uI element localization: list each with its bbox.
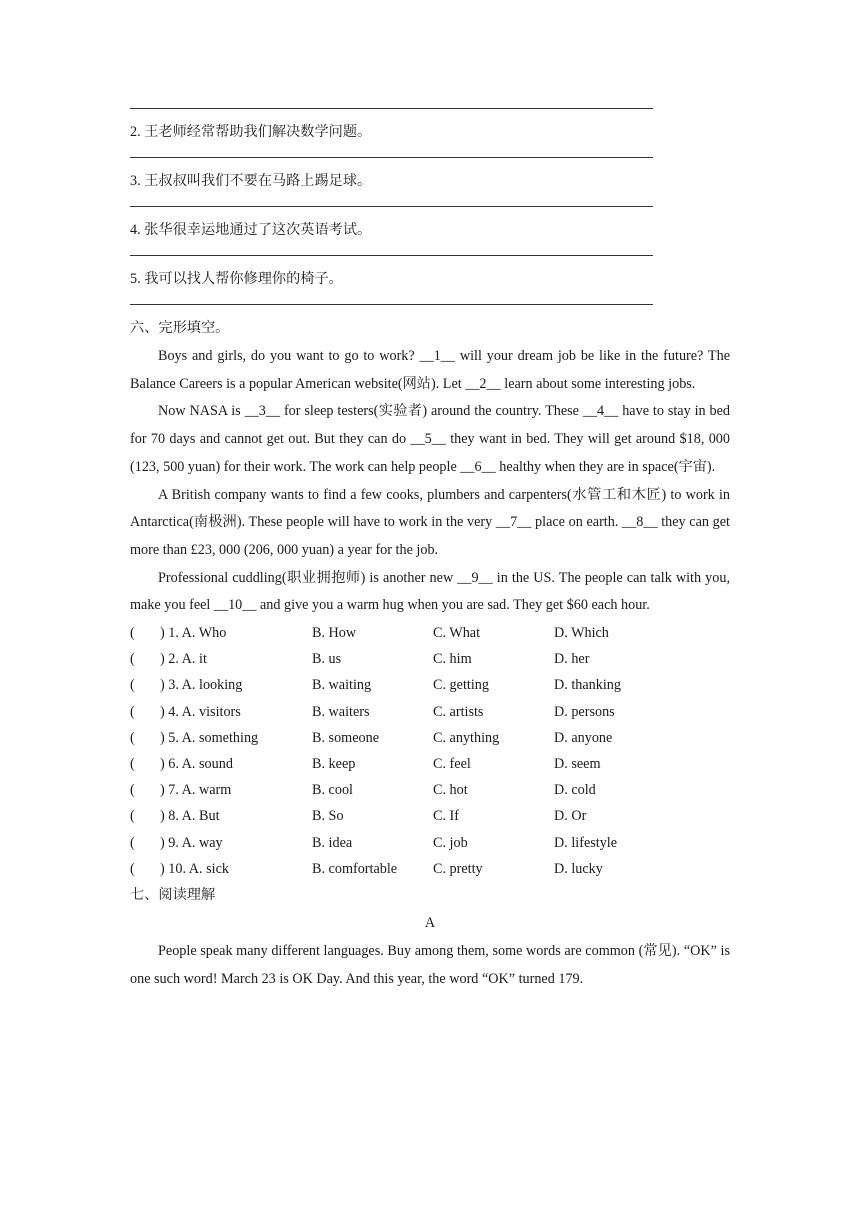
question-row [130, 856, 730, 882]
translation-item [130, 220, 730, 256]
translation-item [130, 171, 730, 207]
answer-line[interactable] [130, 108, 653, 109]
option-a: ) 1. A. Who [160, 625, 227, 642]
option-c: C. If [433, 808, 460, 825]
answer-blank[interactable]: ( [130, 651, 135, 668]
option-a: ) 10. A. sick [160, 860, 229, 877]
cloze-paragraph: A British company wants to find a few cooks, plumbers and carpenters(水管工和木匠) to work in Antarctica(南极洲). These people will have to work in the very __7__ place on earth. __8__ they can get more than £23, 000 (206, 000 yuan) a year for the job. [130, 486, 730, 558]
question-row [130, 620, 730, 646]
section-title: 七、阅读理解 [130, 886, 216, 903]
option-b: B. cool [312, 782, 353, 799]
option-d: D. lifestyle [554, 834, 618, 851]
option-c: C. him [433, 651, 472, 668]
answer-blank[interactable]: ( [130, 860, 135, 877]
option-a: ) 6. A. sound [160, 755, 233, 772]
option-b: B. So [312, 808, 344, 825]
answer-blank[interactable]: ( [130, 625, 135, 642]
answer-blank[interactable]: ( [130, 729, 135, 746]
question-row [130, 803, 730, 829]
translation-item [130, 269, 730, 305]
option-d: D. cold [554, 782, 596, 799]
option-a: ) 4. A. visitors [160, 703, 241, 720]
option-a: ) 2. A. it [160, 651, 207, 668]
option-c: C. anything [433, 729, 500, 746]
answer-blank[interactable]: ( [130, 703, 135, 720]
question-row [130, 672, 730, 698]
section-title: 六、完形填空。 [130, 320, 230, 336]
option-c: C. hot [433, 782, 468, 799]
cloze-section [130, 318, 730, 882]
option-c: C. getting [433, 677, 489, 694]
answer-blank[interactable]: ( [130, 808, 135, 825]
cloze-paragraph: Boys and girls, do you want to go to work? __1__ will your dream job be like in the future? The Balance Careers is a popular American website(网站). Let __2__ learn about some interesting jobs. [130, 348, 730, 392]
cloze-options [130, 620, 730, 882]
question-row [130, 830, 730, 856]
answer-line[interactable] [130, 206, 653, 207]
option-b: B. waiting [312, 677, 372, 694]
question-row [130, 777, 730, 803]
option-d: D. lucky [554, 860, 603, 877]
cloze-paragraph: Professional cuddling(职业拥抱师) is another new __9__ in the US. The people can talk with you, make you feel __10__ and give you a warm hug when you are sad. They get $60 each hour. [130, 569, 730, 614]
translation-prompt: 5. 我可以找人帮你修理你的椅子。 [130, 271, 343, 287]
option-c: C. What [433, 625, 481, 642]
answer-blank[interactable]: ( [130, 677, 135, 694]
answer-blank[interactable]: ( [130, 755, 135, 772]
option-b: B. comfortable [312, 860, 398, 877]
option-c: C. artists [433, 703, 484, 720]
translation-item [130, 122, 730, 158]
option-b: B. How [312, 625, 357, 642]
option-d: D. thanking [554, 677, 621, 694]
option-b: B. keep [312, 755, 356, 772]
option-c: C. feel [433, 755, 471, 772]
reading-paragraph: People speak many different languages. Buy among them, some words are common (常见). “OK” is one such word! March 23 is OK Day. And this year, the word “OK” turned 179. [130, 942, 730, 987]
translation-prompt: 2. 王老师经常帮助我们解决数学问题。 [130, 124, 372, 140]
answer-line[interactable] [130, 255, 653, 256]
question-row [130, 751, 730, 777]
option-a: ) 5. A. something [160, 729, 259, 746]
worksheet-content [130, 108, 730, 993]
question-row [130, 699, 730, 725]
option-a: ) 3. A. looking [160, 677, 243, 694]
question-row [130, 725, 730, 751]
option-a: ) 7. A. warm [160, 782, 232, 799]
cloze-paragraph: Now NASA is __3__ for sleep testers(实验者) around the country. These __4__ have to stay in bed for 70 days and cannot get out. But they can do __5__ they want in bed. They will get around $18, 000 (123, 500 yuan) for their work. The work can help people __6__ healthy when they are in space(宇宙). [130, 403, 730, 475]
option-a: ) 8. A. But [160, 808, 220, 825]
option-b: B. waiters [312, 703, 370, 720]
option-c: C. pretty [433, 860, 483, 877]
translation-prompt: 3. 王叔叔叫我们不要在马路上踢足球。 [130, 173, 372, 189]
option-b: B. someone [312, 729, 379, 746]
option-d: D. Or [554, 808, 587, 825]
answer-blank[interactable]: ( [130, 782, 135, 799]
question-row [130, 646, 730, 672]
option-d: D. Which [554, 625, 609, 642]
option-b: B. idea [312, 834, 353, 851]
option-d: D. her [554, 651, 590, 668]
answer-line[interactable] [130, 157, 653, 158]
option-c: C. job [433, 834, 468, 851]
option-d: D. persons [554, 703, 615, 720]
passage-label: A [424, 914, 436, 931]
option-b: B. us [312, 651, 342, 668]
option-a: ) 9. A. way [160, 834, 223, 851]
translation-section [130, 122, 730, 305]
option-d: D. anyone [554, 729, 613, 746]
answer-line[interactable] [130, 304, 653, 305]
reading-section [130, 882, 730, 993]
answer-blank[interactable]: ( [130, 834, 135, 851]
translation-prompt: 4. 张华很幸运地通过了这次英语考试。 [130, 222, 372, 238]
option-d: D. seem [554, 755, 601, 772]
